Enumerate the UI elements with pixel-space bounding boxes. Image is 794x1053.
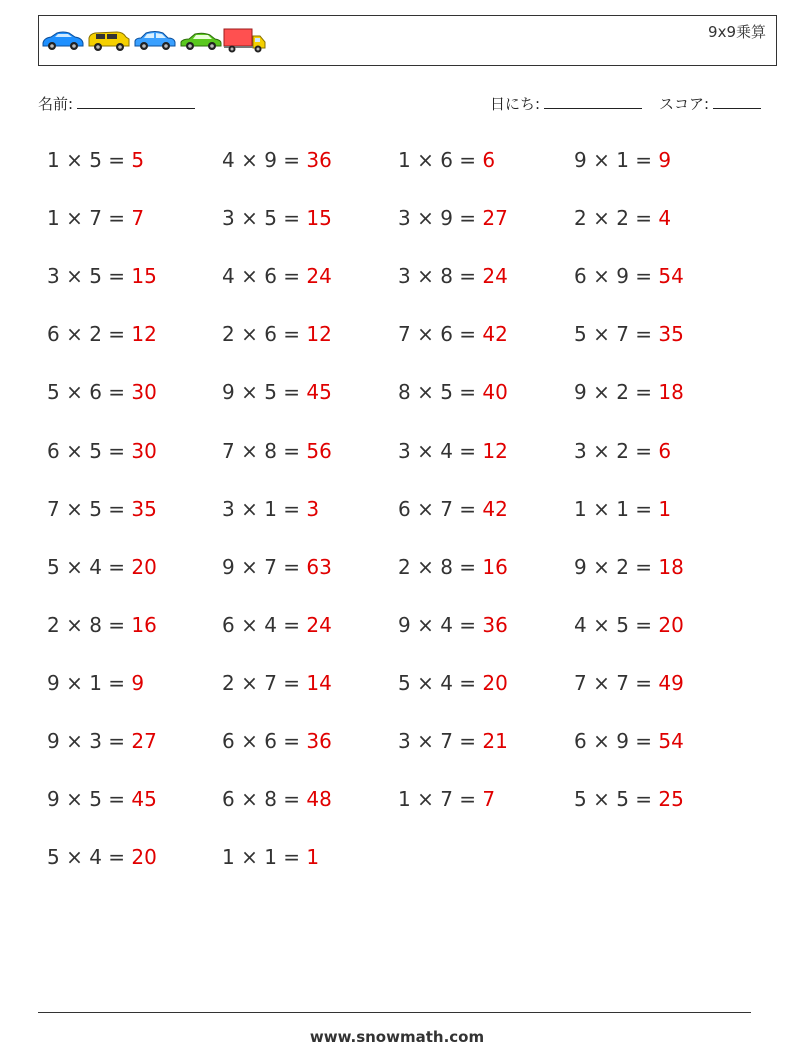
problem-answer: 7 <box>131 206 145 231</box>
name-label: 名前: <box>38 95 74 113</box>
problem-item <box>47 555 157 579</box>
date-blank[interactable] <box>544 94 642 109</box>
name-field[interactable] <box>38 93 195 114</box>
problem-answer: 36 <box>482 612 508 637</box>
problem-answer: 4 <box>658 206 672 231</box>
problem-answer: 63 <box>306 554 332 579</box>
problem-item <box>398 439 508 463</box>
problem-question: 1 × 1 = <box>222 845 301 870</box>
problem-question: 5 × 6 = <box>47 380 126 405</box>
worksheet-header <box>38 15 777 66</box>
problem-question: 6 × 8 = <box>222 787 301 812</box>
problem-item <box>222 264 332 288</box>
problem-item <box>574 555 684 579</box>
problem-answer: 20 <box>482 670 508 695</box>
problem-item <box>47 671 144 695</box>
problem-question: 9 × 7 = <box>222 554 301 579</box>
problem-answer: 30 <box>131 438 157 463</box>
date-label: 日にち: <box>490 95 541 113</box>
problem-item <box>574 729 684 753</box>
score-blank[interactable] <box>713 94 761 109</box>
problem-answer: 27 <box>131 729 157 753</box>
problem-answer: 12 <box>482 438 508 463</box>
problem-item <box>574 787 684 811</box>
problem-question: 3 × 1 = <box>222 496 301 521</box>
problem-question: 8 × 5 = <box>398 380 477 405</box>
problem-question: 7 × 8 = <box>222 438 301 463</box>
problem-answer: 6 <box>658 438 672 463</box>
problem-answer: 15 <box>131 264 157 289</box>
problem-answer: 12 <box>306 322 332 347</box>
problem-item <box>398 555 508 579</box>
problem-answer: 16 <box>482 554 508 579</box>
problem-item <box>222 671 332 695</box>
problem-question: 9 × 5 = <box>47 787 126 812</box>
score-label: スコア: <box>659 95 710 113</box>
problem-answer: 42 <box>482 322 508 347</box>
problem-question: 6 × 6 = <box>222 729 301 753</box>
problem-question: 2 × 8 = <box>398 554 477 579</box>
problem-question: 3 × 8 = <box>398 264 477 289</box>
problem-answer: 1 <box>658 496 672 521</box>
problem-question: 2 × 6 = <box>222 322 301 347</box>
problem-answer: 12 <box>131 322 157 347</box>
problem-answer: 20 <box>131 845 157 870</box>
problem-answer: 5 <box>131 148 145 172</box>
red-delivery-truck-icon <box>223 28 267 54</box>
problem-question: 6 × 9 = <box>574 729 653 753</box>
problem-answer: 27 <box>482 206 508 231</box>
problem-item <box>398 322 508 346</box>
problem-question: 9 × 4 = <box>398 612 477 637</box>
problem-question: 1 × 5 = <box>47 148 126 172</box>
problem-question: 6 × 7 = <box>398 496 477 521</box>
problem-answer: 45 <box>131 787 157 812</box>
problem-answer: 48 <box>306 787 332 812</box>
problem-item <box>398 497 508 521</box>
blue-sports-car-icon <box>41 28 85 52</box>
problem-question: 1 × 1 = <box>574 496 653 521</box>
problem-question: 4 × 5 = <box>574 612 653 637</box>
problem-item <box>47 845 157 869</box>
problem-item <box>574 671 684 695</box>
problem-item <box>47 148 144 172</box>
problem-answer: 54 <box>658 729 684 753</box>
problem-item <box>222 845 319 869</box>
problem-question: 9 × 5 = <box>222 380 301 405</box>
problem-answer: 21 <box>482 729 508 753</box>
problem-answer: 20 <box>131 554 157 579</box>
problem-item <box>398 380 508 404</box>
problem-question: 6 × 5 = <box>47 438 126 463</box>
problem-question: 5 × 4 = <box>47 845 126 870</box>
problem-item <box>47 439 157 463</box>
problem-question: 5 × 5 = <box>574 787 653 812</box>
worksheet-title: 9x9乗算 <box>708 23 766 41</box>
problem-item <box>574 439 671 463</box>
problem-answer: 6 <box>482 148 496 172</box>
score-field[interactable] <box>659 93 761 114</box>
problem-item <box>222 206 332 230</box>
problem-answer: 56 <box>306 438 332 463</box>
problem-question: 9 × 1 = <box>47 670 126 695</box>
problem-question: 4 × 9 = <box>222 148 301 172</box>
problem-item <box>574 206 671 230</box>
problem-question: 5 × 4 = <box>47 554 126 579</box>
problem-answer: 24 <box>306 264 332 289</box>
problem-item <box>398 206 508 230</box>
yellow-suv-icon <box>87 28 131 52</box>
problem-question: 3 × 9 = <box>398 206 477 231</box>
footer-divider <box>38 1012 751 1013</box>
problem-answer: 9 <box>131 670 145 695</box>
problem-item <box>47 264 157 288</box>
problem-answer: 1 <box>306 845 320 870</box>
problem-answer: 20 <box>658 612 684 637</box>
problem-answer: 16 <box>131 612 157 637</box>
problem-item <box>222 439 332 463</box>
problem-question: 2 × 8 = <box>47 612 126 637</box>
problem-question: 7 × 5 = <box>47 496 126 521</box>
problem-item <box>398 787 495 811</box>
problem-question: 9 × 2 = <box>574 380 653 405</box>
problem-answer: 49 <box>658 670 684 695</box>
problem-question: 5 × 4 = <box>398 670 477 695</box>
problem-answer: 25 <box>658 787 684 812</box>
problem-answer: 18 <box>658 554 684 579</box>
problem-item <box>222 497 319 521</box>
problem-item <box>398 148 495 172</box>
problem-question: 6 × 4 = <box>222 612 301 637</box>
problem-answer: 7 <box>482 787 496 812</box>
problem-item <box>47 206 144 230</box>
problem-answer: 35 <box>131 496 157 521</box>
problem-answer: 36 <box>306 148 332 172</box>
problem-question: 6 × 9 = <box>574 264 653 289</box>
problem-item <box>222 729 332 753</box>
problem-item <box>574 322 684 346</box>
problem-answer: 40 <box>482 380 508 405</box>
problem-item <box>574 148 671 172</box>
problem-question: 6 × 2 = <box>47 322 126 347</box>
problem-item <box>222 322 332 346</box>
problem-item <box>47 380 157 404</box>
problem-answer: 42 <box>482 496 508 521</box>
problem-question: 9 × 3 = <box>47 729 126 753</box>
problem-item <box>574 264 684 288</box>
problem-item <box>574 497 671 521</box>
problem-question: 4 × 6 = <box>222 264 301 289</box>
problem-question: 1 × 7 = <box>47 206 126 231</box>
problem-item <box>47 497 157 521</box>
problem-answer: 3 <box>306 496 320 521</box>
problem-item <box>222 380 332 404</box>
problem-item <box>222 555 332 579</box>
problem-question: 1 × 7 = <box>398 787 477 812</box>
problem-answer: 24 <box>306 612 332 637</box>
problem-question: 5 × 7 = <box>574 322 653 347</box>
problem-question: 3 × 5 = <box>47 264 126 289</box>
problem-answer: 36 <box>306 729 332 753</box>
blue-sedan-icon <box>133 28 177 52</box>
date-field[interactable] <box>490 93 642 114</box>
problem-item <box>47 729 157 753</box>
problem-item <box>222 613 332 637</box>
problem-answer: 15 <box>306 206 332 231</box>
problem-question: 3 × 4 = <box>398 438 477 463</box>
problem-answer: 9 <box>658 148 672 172</box>
problem-item <box>47 322 157 346</box>
problem-question: 7 × 7 = <box>574 670 653 695</box>
problem-question: 1 × 6 = <box>398 148 477 172</box>
problem-answer: 54 <box>658 264 684 289</box>
problem-item <box>398 671 508 695</box>
problem-item <box>398 729 508 753</box>
green-car-icon <box>179 28 223 52</box>
problem-answer: 45 <box>306 380 332 405</box>
problem-item <box>222 148 332 172</box>
problem-question: 9 × 1 = <box>574 148 653 172</box>
problem-item <box>574 380 684 404</box>
problem-answer: 35 <box>658 322 684 347</box>
problem-question: 7 × 6 = <box>398 322 477 347</box>
problem-question: 9 × 2 = <box>574 554 653 579</box>
problem-answer: 30 <box>131 380 157 405</box>
problem-question: 2 × 2 = <box>574 206 653 231</box>
problem-question: 3 × 5 = <box>222 206 301 231</box>
problem-question: 3 × 2 = <box>574 438 653 463</box>
problem-answer: 18 <box>658 380 684 405</box>
problem-item <box>47 613 157 637</box>
problem-item <box>398 264 508 288</box>
problem-item <box>398 613 508 637</box>
problem-answer: 14 <box>306 670 332 695</box>
name-blank[interactable] <box>77 94 195 109</box>
problem-question: 2 × 7 = <box>222 670 301 695</box>
problem-item <box>574 613 684 637</box>
problem-item <box>222 787 332 811</box>
problem-question: 3 × 7 = <box>398 729 477 753</box>
problem-item <box>47 787 157 811</box>
problem-answer: 24 <box>482 264 508 289</box>
footer-url[interactable]: www.snowmath.com <box>309 1028 485 1046</box>
